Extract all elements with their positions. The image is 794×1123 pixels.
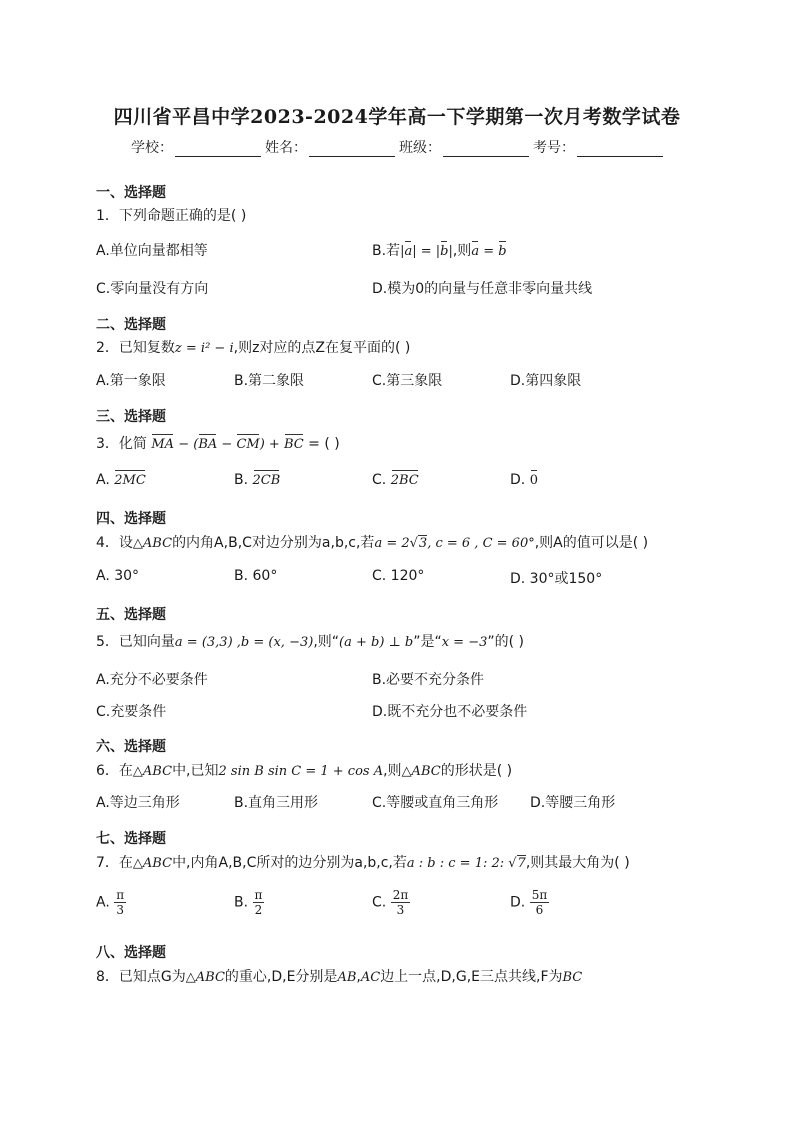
q8-segment-bc: BC [562,970,583,985]
q1-option-c: C.零向量没有方向 [96,281,209,297]
q5-vector-a: a = (3,3) , [174,635,241,650]
school-blank [175,141,261,157]
q7-option-a-fraction [114,888,126,917]
q2-stem-prefix: 2．已知复数 [96,340,175,356]
q6-stem-mid: 中,已知 [172,763,219,779]
q6-option-a: A.等边三角形 [96,795,180,811]
q2-option-a: A.第一象限 [96,373,166,389]
fraction-denominator: 3 [396,903,405,917]
fraction-numerator: π [254,888,263,902]
q4-option-a: A. 30° [96,568,140,584]
q6-stem-mid2: ,则 [383,763,402,779]
q7-option-d-label: D. [510,894,526,911]
school-label: 学校： [131,140,173,156]
fraction-numerator: 2π [392,888,409,902]
question-4-stem [96,532,648,552]
q3-option-b-math: 2CB [252,473,281,488]
q7-option-c [372,888,410,917]
q1-option-a: A.单位向量都相等 [96,243,208,259]
q3-stem-prefix: 3．化简 [96,436,147,452]
q6-condition: 2 sin B sin C = 1 + cos A [218,764,384,779]
q2-math: z = i² − i [174,341,234,356]
q7-option-d [510,888,549,917]
q6-option-c: C.等腰或直角三角形 [372,795,499,811]
q6-option-b: B.直角三用形 [234,795,319,811]
section-heading: 三、选择题 [96,409,166,425]
q4-condition: a = 2√3, c = 6 , C = 60° [374,536,535,551]
q3-stem-suffix: = ( ) [308,436,340,452]
class-label: 班级： [399,140,441,156]
q4-triangle: △ABC [132,536,173,551]
q6-triangle-2: △ABC [401,764,441,779]
q4-stem-suffix: ,则A的值可以是( ) [534,535,649,551]
question-8-stem [96,966,582,986]
q6-triangle: △ABC [132,764,173,779]
q8-stem-mid: 的重心,D,E分别是 [224,969,338,985]
fraction-numerator: 5π [531,888,548,902]
vector-ma: MA [151,437,175,452]
fraction-denominator: 3 [116,903,124,917]
q7-option-b-fraction [253,888,265,917]
q7-option-c-fraction [391,888,411,917]
q3-option-a-label: A. [96,472,110,488]
q1-option-b [372,240,507,260]
section-heading: 五、选择题 [96,607,166,623]
q4-cond-a: a = 2 [374,536,410,551]
q6-option-d: D.等腰三角形 [530,795,616,811]
q7-option-b [234,888,264,917]
section-heading: 六、选择题 [96,739,166,755]
q3-option-c [372,472,419,488]
q3-option-b-label: B. [234,472,249,488]
q3-option-d-label: D. [510,472,526,488]
fraction-numerator: π [116,888,125,902]
q1-option-b-prefix: B.若 [372,243,401,259]
q5-stem-mid: ,则“ [313,634,340,650]
name-field [265,137,395,157]
q1-option-b-mid: ,则 [452,243,472,259]
q3-option-d-math: 0 [529,473,538,488]
vector-ba: BA [198,437,218,452]
q7-stem-mid: 中,内角A,B,C所对的边分别为a,b,c,若 [172,855,407,871]
section-heading: 四、选择题 [96,511,166,527]
q1-option-d: D.模为0的向量与任意非零向量共线 [372,281,593,297]
section-heading: 一、选择题 [96,185,166,201]
q8-separator: , [356,969,361,985]
q4-stem-prefix: 4．设 [96,535,133,551]
q3-expression: MA − (BA − CM) + BC [151,437,304,452]
student-info-line [0,137,794,157]
school-field [131,137,261,157]
q7-option-d-fraction [530,888,550,917]
page-title: 四川省平昌中学2023-2024学年高一下学期第一次月考数学试卷 [113,106,681,128]
q1-option-b-math2: a = b [471,244,507,259]
question-2-stem [96,337,410,357]
q7-option-b-label: B. [234,894,249,911]
q2-option-d: D.第四象限 [510,373,582,389]
fraction-denominator: 2 [254,903,263,917]
name-label: 姓名： [265,140,307,156]
q7-option-c-label: C. [372,894,387,911]
q2-option-b: B.第二象限 [234,373,305,389]
q7-ratio-text: a : b : c = 1: 2: [406,856,505,871]
q7-option-a-label: A. [96,894,110,911]
q5-option-c: C.充要条件 [96,704,167,720]
exam-number-label: 考号： [533,140,575,156]
q3-option-a [96,472,146,488]
q5-option-d: D.既不充分也不必要条件 [372,704,528,720]
q4-stem-mid: 的内角A,B,C对边分别为a,b,c,若 [172,535,375,551]
section-heading: 二、选择题 [96,317,166,333]
q7-stem-prefix: 7．在 [96,855,133,871]
q6-stem-prefix: 6．在 [96,763,133,779]
q5-stem-suffix: ”的( ) [487,634,525,650]
q8-triangle: △ABC [185,970,225,985]
section-heading: 七、选择题 [96,831,166,847]
q3-option-c-label: C. [372,472,387,488]
q4-option-d: D. 30°或150° [510,571,603,587]
q3-option-d [510,472,538,488]
q6-stem-suffix: 的形状是( ) [440,763,513,779]
q5-stem-prefix: 5．已知向量 [96,634,175,650]
q5-stem-mid2: ”是“ [413,634,442,650]
q8-stem-mid2: 边上一点,D,G,E三点共线,F为 [380,969,563,985]
question-3-stem [96,433,340,453]
q3-option-c-math: 2BC [390,473,419,488]
q1-option-b-math1: |a| = |b| [400,244,453,259]
q4-cond-rest: , c = 6 , C = 60° [427,536,535,551]
question-6-stem [96,760,512,780]
q3-option-b [234,472,280,488]
vector-cm: CM [236,437,260,452]
q7-stem-suffix: ,则其最大角为( ) [525,855,630,871]
q5-option-a: A.充分不必要条件 [96,672,208,688]
question-7-stem [96,852,630,872]
name-blank [309,141,395,157]
q8-segment-ac: AC [360,970,381,985]
question-5-stem [96,631,524,651]
q8-segment-ab: AB [337,970,357,985]
q4-option-b: B. 60° [234,568,278,584]
q4-option-c: C. 120° [372,568,425,584]
fraction-denominator: 6 [535,903,544,917]
q5-option-b: B.必要不充分条件 [372,672,485,688]
q7-option-a [96,888,126,917]
q7-triangle: △ABC [132,856,173,871]
q2-option-c: C.第三象限 [372,373,443,389]
class-field [399,137,529,157]
section-heading: 八、选择题 [96,945,166,961]
question-1-stem: 1．下列命题正确的是( ) [96,208,247,224]
exam-number-blank [577,141,663,157]
q2-stem-suffix: ,则z对应的点Z在复平面的( ) [233,340,411,356]
q8-stem-prefix: 8．已知点G为 [96,969,186,985]
q7-ratio: a : b : c = 1: 2: √7 [406,856,526,871]
q4-cond-root: 3 [418,536,428,551]
exam-number-field [533,137,663,157]
q7-ratio-root: 7 [517,856,526,871]
q3-option-a-math: 2MC [114,473,146,488]
q5-condition: (a + b) ⊥ b [339,635,414,650]
vector-bc: BC [283,437,304,452]
q5-vector-b: b = (x, −3) [240,635,314,650]
class-blank [443,141,529,157]
q5-condition-2: x = −3 [441,635,488,650]
